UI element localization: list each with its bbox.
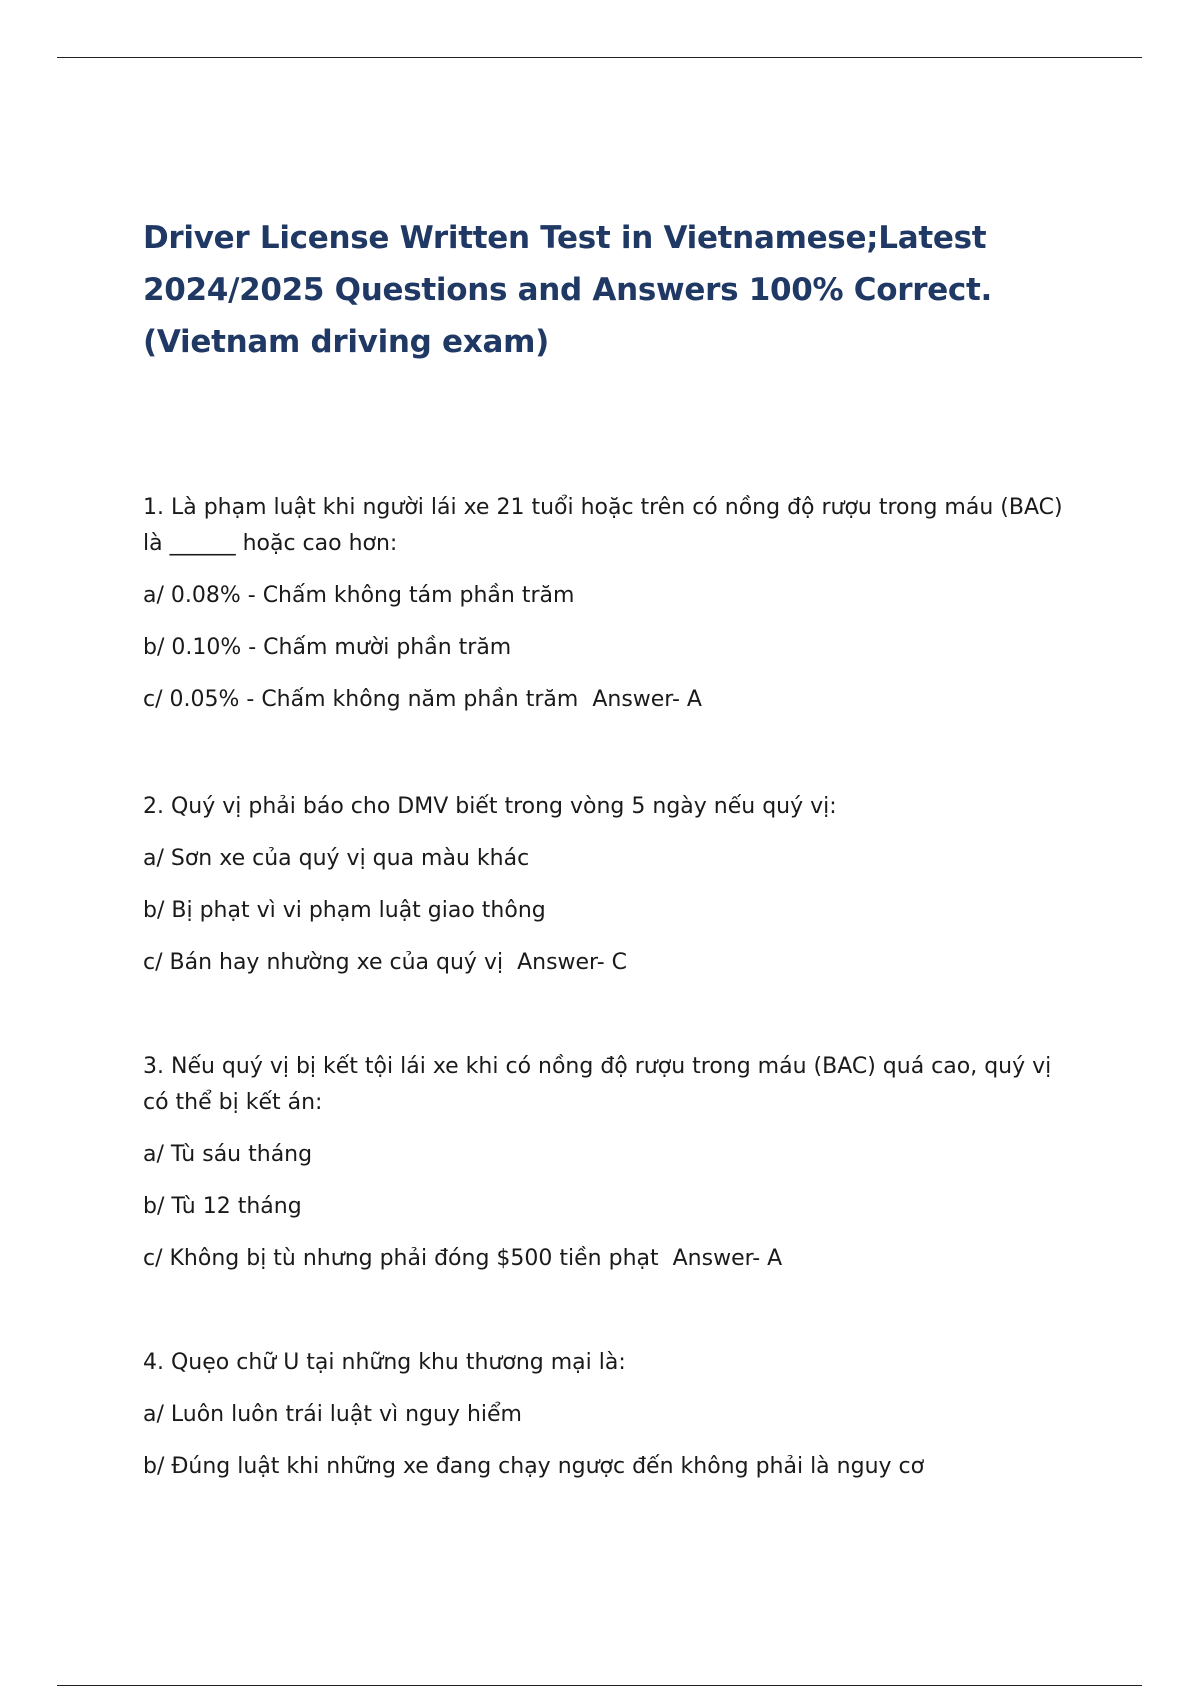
option-b: b/ Bị phạt vì vi phạm luật giao thông [143,898,546,923]
option-a: a/ Tù sáu tháng [143,1142,313,1167]
option-c-text: c/ 0.05% - Chấm không năm phần trăm [143,687,579,712]
question-text: 4. Quẹo chữ U tại những khu thương mại là: [143,1350,626,1375]
top-rule [57,57,1142,58]
option-a: a/ Sơn xe của quý vị qua màu khác [143,846,530,871]
option-c-text: c/ Bán hay nhường xe của quý vị [143,950,504,975]
question-text: 1. Là phạm luật khi người lái xe 21 tuổi hoặc trên có nồng độ rượu trong máu (BAC) là ______ hoặc cao hơn: [143,495,1063,556]
option-c [143,1241,1063,1277]
document-title: Driver License Written Test in Vietnamese;Latest 2024/2025 Questions and Answers 100% Correct. (Vietnam driving exam) [143,220,992,360]
option-c [143,682,1063,718]
answer-text: Answer- A [592,687,702,712]
option-b: b/ 0.10% - Chấm mười phần trăm [143,635,512,660]
option-a: a/ Luôn luôn trái luật vì nguy hiểm [143,1402,522,1427]
question-2 [143,789,1063,997]
option-c-text: c/ Không bị tù nhưng phải đóng $500 tiền phạt [143,1246,659,1271]
option-b: b/ Tù 12 tháng [143,1194,302,1219]
option-a: a/ 0.08% - Chấm không tám phần trăm [143,583,575,608]
question-4 [143,1345,1063,1501]
question-1 [143,490,1063,734]
answer-text: Answer- C [517,950,627,975]
option-b: b/ Đúng luật khi những xe đang chạy ngược đến không phải là nguy cơ [143,1454,925,1479]
question-3 [143,1049,1063,1293]
question-text: 2. Quý vị phải báo cho DMV biết trong vòng 5 ngày nếu quý vị: [143,794,837,819]
option-c [143,945,1063,981]
question-text: 3. Nếu quý vị bị kết tội lái xe khi có nồng độ rượu trong máu (BAC) quá cao, quý vị có thể bị kết án: [143,1054,1052,1115]
bottom-rule [57,1685,1142,1686]
answer-text: Answer- A [672,1246,783,1271]
